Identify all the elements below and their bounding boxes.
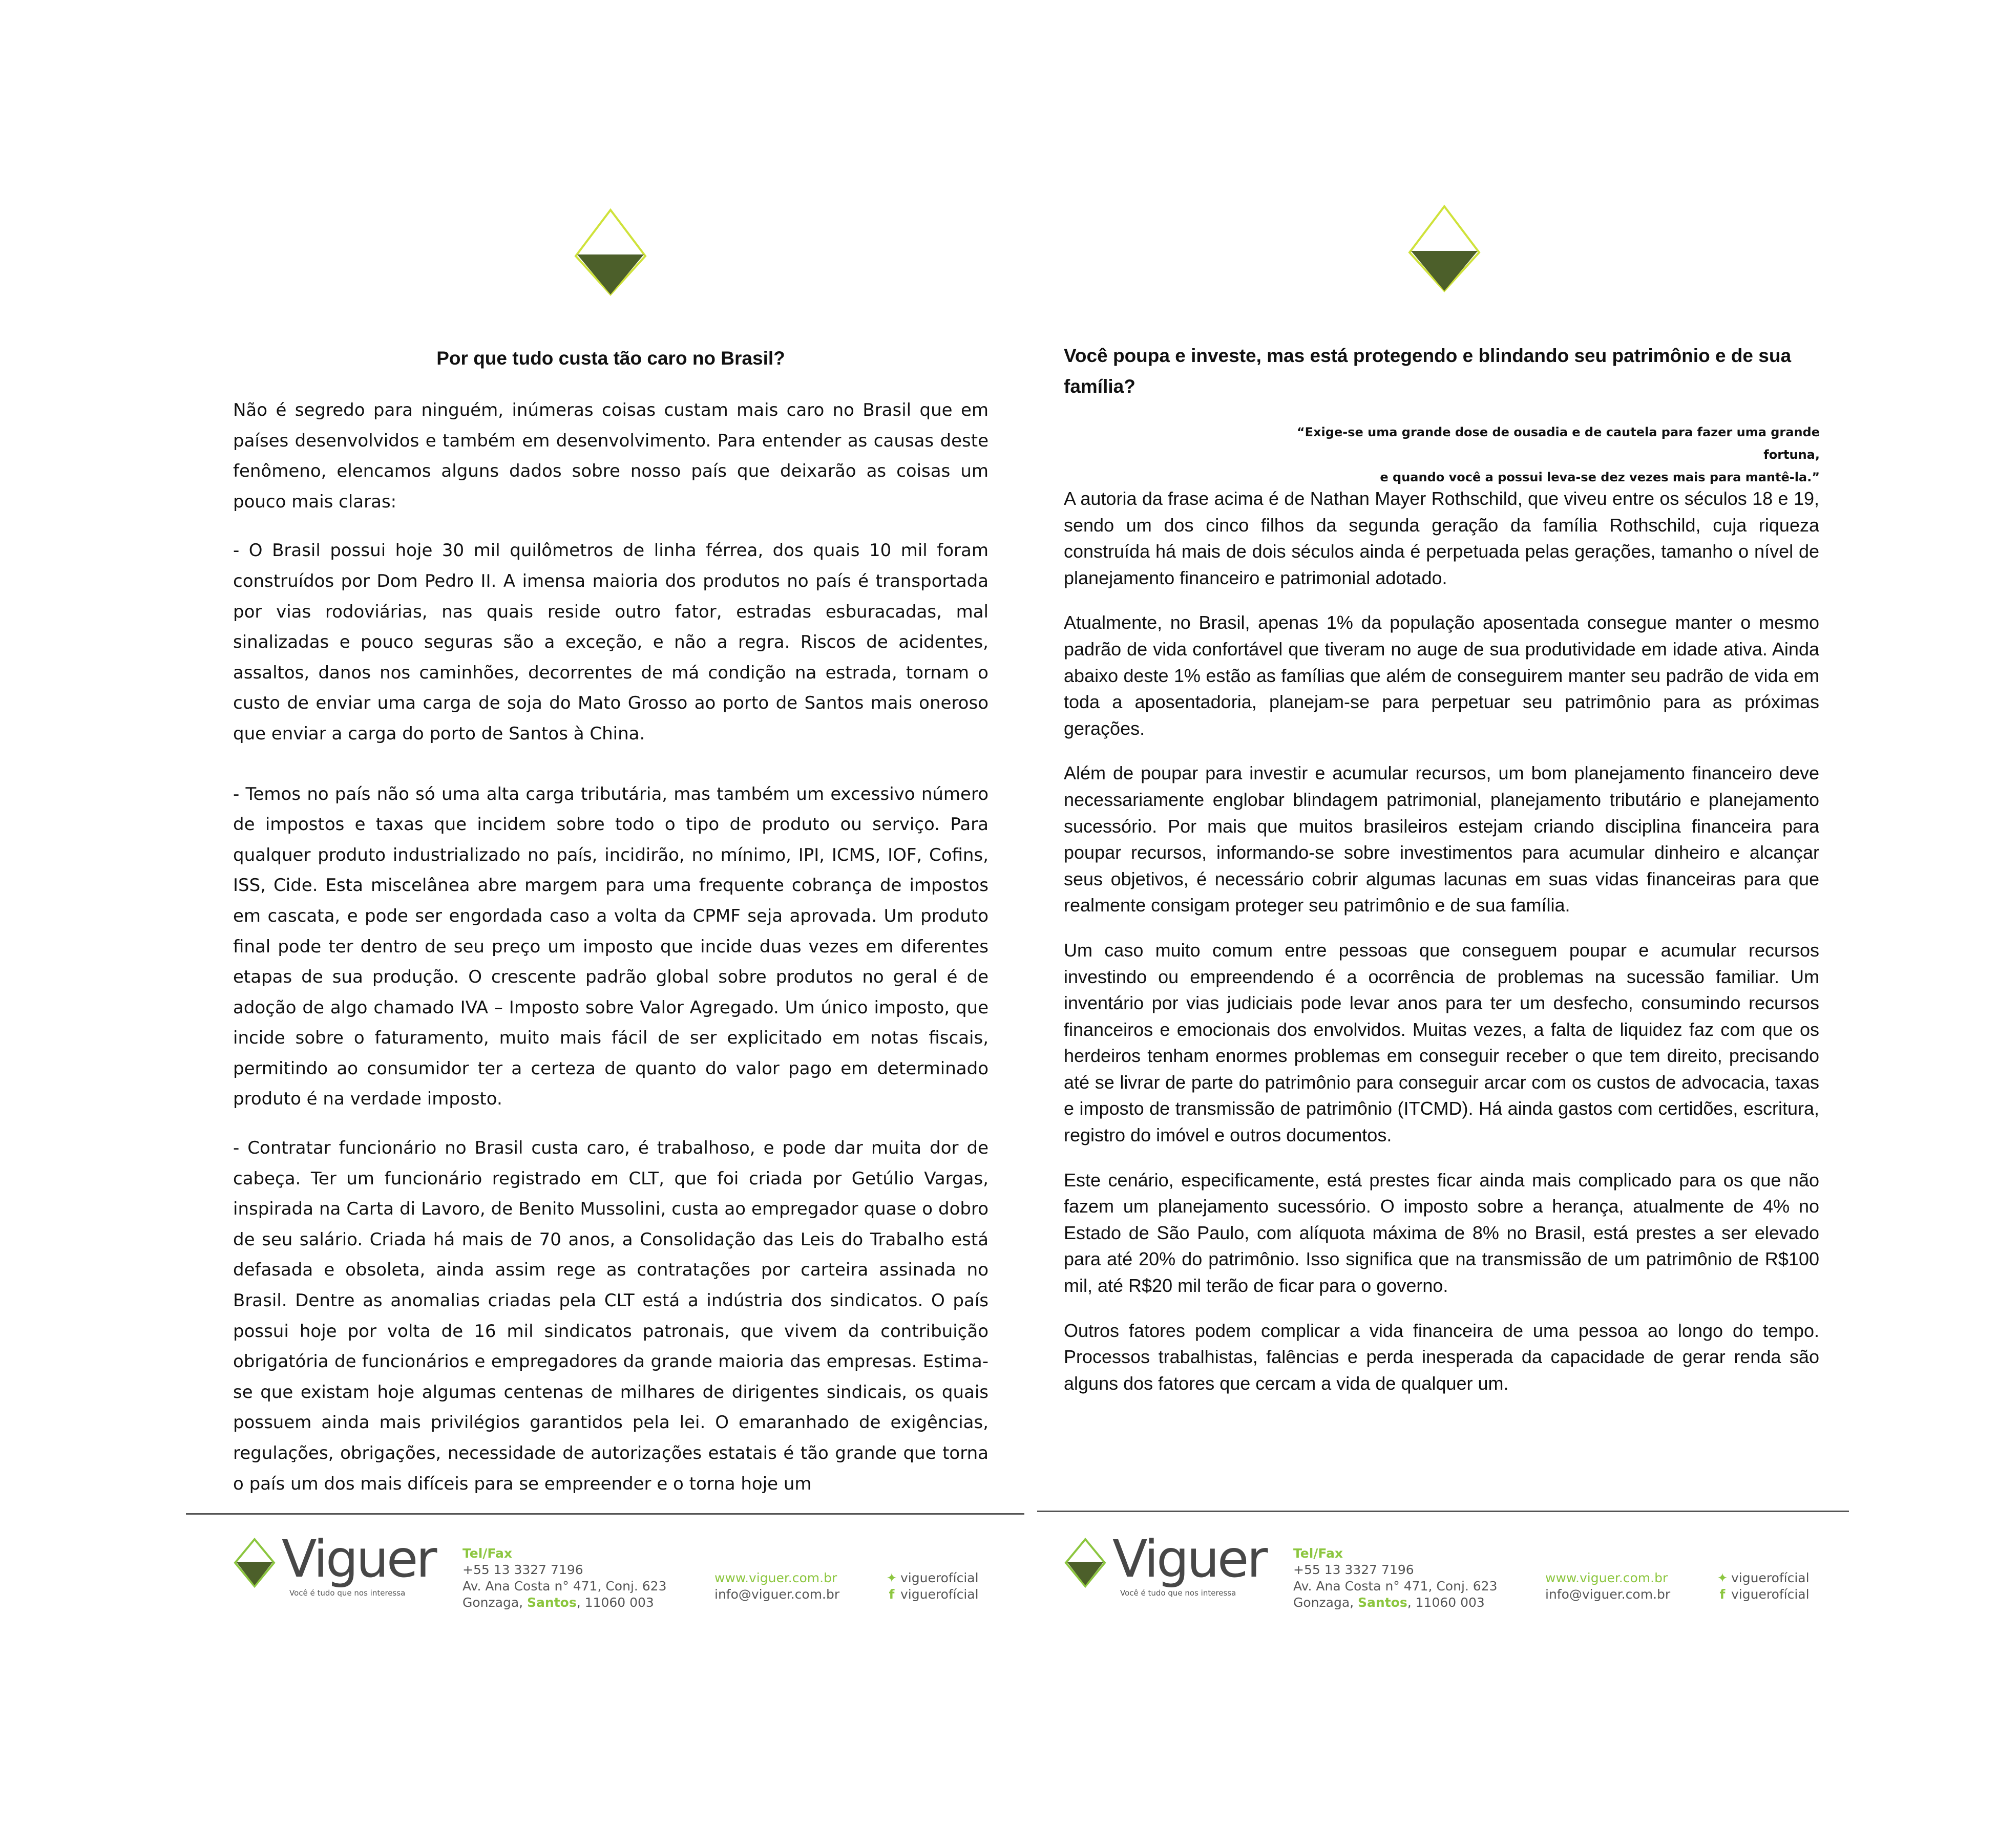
footer-divider	[1037, 1511, 1849, 1512]
facebook-icon: f	[1719, 1587, 1726, 1602]
twitter-icon: ✦	[886, 1570, 897, 1585]
street-address: Av. Ana Costa n° 471, Conj. 623	[1293, 1579, 1498, 1594]
contact-address	[462, 1545, 667, 1611]
paragraph: Além de poupar para investir e acumular recursos, um bom planejamento financeiro deve necessariamente englobar blindagem patrimonial, planejamento tributário e planejamento sucessório. Por mais que muitos brasileiros estejam criando disciplina financeira para poupar recursos, informando-se sobre investimentos para acumular dinheiro e alcançar seus objetivos, é necessário cobrir algumas lacunas em suas vidas financeiras para que realmente consigam proteger seu patrimônio e de sua família.	[1064, 762, 1819, 916]
facebook-link[interactable]: f viguerofícial	[1717, 1586, 1810, 1603]
article-body	[233, 395, 989, 1518]
phone-number: +55 13 3327 7196	[1293, 1562, 1414, 1577]
diamond-half-filled-icon	[572, 207, 649, 297]
paragraph: A autoria da frase acima é de Nathan Mayer Rothschild, que viveu entre os séculos 18 e 19, sendo um dos cinco filhos da segunda geração da família Rothschild, cuja riqueza construída há mais de dois séculos ainda é perpetuada pelas gerações, tamanho o nível de planejamento financeiro e patrimonial adotado.	[1064, 488, 1819, 588]
epigraph-quote	[1261, 421, 1820, 488]
paragraph: Um caso muito comum entre pessoas que conseguem poupar e acumular recursos investindo ou empreendendo é a ocorrência de problemas na sucessão familiar. Um inventário por vias judiciais pode levar anos para ter um desfecho, consumindo recursos financeiros e emocionais dos envolvidos. Muitas vezes, a falta de liquidez faz com que os herdeiros tenham enormes problemas em conseguir receber o que tem direito, precisando até se livrar de parte do patrimônio para conseguir arcar com os custos de advocacia, taxas e imposto de transmissão de patrimônio (ITCMD). Há ainda gastos com certidões, escritura, registro do imóvel e outros documentos.	[1064, 939, 1819, 1146]
paragraph: Outros fatores podem complicar a vida financeira de uma pessoa ao longo do tempo. Processos trabalhistas, falências e perda inesperada da capacidade de gerar renda são alguns dos fatores que cercam a vida de qualquer um.	[1064, 1320, 1819, 1394]
phone-number: +55 13 3327 7196	[462, 1562, 583, 1577]
twitter-icon: ✦	[1717, 1570, 1728, 1585]
article-title: Por que tudo custa tão caro no Brasil?	[436, 348, 785, 369]
brand-name: Viguer	[1112, 1529, 1266, 1589]
website-link[interactable]: www.viguer.com.br	[1545, 1570, 1668, 1585]
facebook-link[interactable]: f viguerofícial	[886, 1586, 979, 1603]
contact-address	[1293, 1545, 1498, 1611]
city-line: Gonzaga, Santos, 11060 003	[462, 1595, 654, 1610]
article-body	[1064, 485, 1819, 1415]
brand-tagline: Você é tudo que nos interessa	[1120, 1588, 1236, 1598]
contact-web	[1545, 1570, 1670, 1603]
footer-divider	[186, 1513, 1024, 1515]
diamond-half-filled-icon	[1406, 204, 1483, 293]
twitter-link[interactable]: ✦ viguerofícial	[886, 1570, 979, 1585]
facebook-icon: f	[889, 1587, 895, 1602]
twitter-link[interactable]: ✦ viguerofícial	[1717, 1570, 1810, 1585]
website-link[interactable]: www.viguer.com.br	[714, 1570, 837, 1585]
contact-social	[886, 1570, 979, 1603]
tel-label: Tel/Fax	[1293, 1546, 1343, 1561]
paragraph: Este cenário, especificamente, está prestes ficar ainda mais complicado para os que não fazem um planejamento sucessório. O imposto sobre a herança, atualmente de 4% no Estado de São Paulo, com alíquota máxima de 8% no Brasil, está prestes a ser elevado para até 20% do patrimônio. Isso significa que na transmissão de um patrimônio de R$100 mil, até R$20 mil terão de ficar para o governo.	[1064, 1169, 1819, 1297]
viguer-logo-icon	[233, 1537, 277, 1588]
email-link[interactable]: info@viguer.com.br	[1545, 1587, 1671, 1602]
footer	[1064, 1531, 1842, 1618]
tel-label: Tel/Fax	[462, 1546, 512, 1561]
street-address: Av. Ana Costa n° 471, Conj. 623	[462, 1579, 667, 1594]
viguer-logo-icon	[1064, 1537, 1107, 1588]
contact-web	[714, 1570, 839, 1603]
footer	[233, 1531, 1012, 1618]
email-link[interactable]: info@viguer.com.br	[714, 1587, 840, 1602]
paragraph: Não é segredo para ninguém, inúmeras coisas custam mais caro no Brasil que em países desenvolvidos e também em desenvolvimento. Para entender as causas deste fenômeno, elencamos alguns dados sobre nosso país que deixarão as coisas um pouco mais claras:	[233, 400, 989, 512]
quote-line: “Exige-se uma grande dose de ousadia e de cautela para fazer uma grande fortuna,	[1296, 425, 1820, 462]
paragraph: - Temos no país não só uma alta carga tributária, mas também um excessivo número de impostos e taxas que incidem sobre todo o tipo de produto ou serviço. Para qualquer produto industrializado no país, incidirão, no mínimo, IPI, ICMS, IOF, Cofins, ISS, Cide. Esta miscelânea abre margem para uma frequente cobrança de impostos em cascata, e pode ser engordada caso a volta da CPMF seja aprovada. Um produto final pode ter dentro de seu preço um imposto que incide duas vezes em diferentes etapas de sua produção. O crescente padrão global sobre produtos no geral é de adoção de algo chamado IVA – Imposto sobre Valor Agregado. Um único imposto, que incide sobre o faturamento, muito mais fácil de ser explicitado em notas fiscais, permitindo ao consumidor ter a certeza de quanto do valor pago em determinado produto é na verdade imposto.	[233, 783, 989, 1110]
paragraph: - O Brasil possui hoje 30 mil quilômetros de linha férrea, dos quais 10 mil foram construídos por Dom Pedro II. A imensa maioria dos produtos no país é transportada por vias rodoviárias, nas quais reside outro fator, estradas esburacadas, mal sinalizadas e pouco seguras são a exceção, e não a regra. Riscos de acidentes, assaltos, danos nos caminhões, decorrentes de má condição na estrada, tornam o custo de enviar uma carga de soja do Mato Grosso ao porto de Santos mais oneroso que enviar a carga do porto de Santos à China.	[233, 540, 989, 744]
contact-social	[1717, 1570, 1810, 1603]
city-line: Gonzaga, Santos, 11060 003	[1293, 1595, 1485, 1610]
article-title: Você poupa e investe, mas está protegendo e blindando seu patrimônio e de sua família?	[1064, 345, 1792, 397]
brand-tagline: Você é tudo que nos interessa	[289, 1588, 406, 1598]
brand-name: Viguer	[282, 1529, 435, 1589]
right-page	[1019, 0, 1998, 1848]
paragraph: Atualmente, no Brasil, apenas 1% da população aposentada consegue manter o mesmo padrão de vida confortável que tiveram no auge de sua produtividade em idade ativa. Ainda abaixo deste 1% estão as famílias que além de conseguirem manter seu padrão de vida em toda a aposentadoria, planejam-se para perpetuar seu patrimônio para as próximas gerações.	[1064, 612, 1819, 739]
paragraph: - Contratar funcionário no Brasil custa caro, é trabalhoso, e pode dar muita dor de cabeça. Ter um funcionário registrado em CLT, que foi criada por Getúlio Vargas, inspirada na Carta di Lavoro, de Benito Mussolini, custa ao empregador quase o dobro de seu salário. Criada há mais de 70 anos, a Consolidação das Leis do Trabalho está defasada e obsoleta, ainda assim rege as contratações por carteira assinada no Brasil. Dentre as anomalias criadas pela CLT está a indústria dos sindicatos. O país possui hoje por volta de 16 mil sindicatos patronais, que vivem da contribuição obrigatória de funcionários e empregadores da grande maioria das empresas. Estima-se que existam hoje algumas centenas de milhares de dirigentes sindicais, os quais possuem ainda mais privilégios garantidos pela lei. O emaranhado de exigências, regulações, obrigações, necessidade de autorizações estatais é tão grande que torna o país um dos mais difíceis para se empreender e o torna hoje um	[233, 1138, 989, 1494]
quote-line: e quando você a possui leva-se dez vezes mais para mantê-la.”	[1380, 470, 1820, 484]
